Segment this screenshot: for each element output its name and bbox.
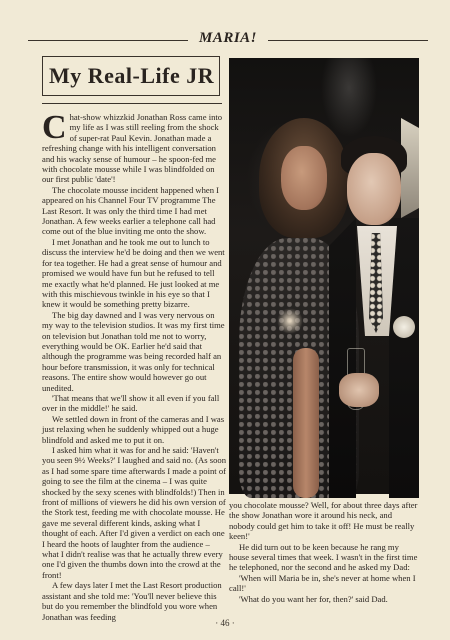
article-left-column	[42, 109, 226, 622]
photo-light-spot	[277, 308, 303, 334]
article-photo	[229, 58, 419, 494]
article-paragraph: We settled down in front of the cameras and I was just relaxing when he suddenly whipped out a huge blindfold and asked me to put it on.	[42, 413, 225, 445]
article-paragraph: you chocolate mousse? Well, for about three days after the show Jonathan wore it around his neck, and nobody could get him to take it off! He must be really keen!'	[229, 500, 418, 542]
article-paragraph: 'What do you want her for, then?' said Dad.	[239, 593, 388, 604]
article-title-box	[42, 56, 220, 96]
article-paragraph: I met Jonathan and he took me out to lunch to discuss the interview he'd be doing and then we went for tea together. He had a great sense of humour and promised we would have fun but he refused to tell me exactly what he'd planned. He just looked at me with this mischievous twinkle in his eye so that I knew it would be something pretty bizarre.	[42, 236, 225, 310]
article-right-column	[229, 500, 419, 620]
title-rule	[42, 103, 222, 104]
article-title: My Real-Life JR	[49, 63, 215, 88]
article-paragraph: A few days later I met the Last Resort production assistant and she told me: 'You'll never believe this but do you remember the blindfold you wore when Jonathan was feeding	[42, 580, 222, 622]
article-paragraph: 'That means that we'll show it all even if you fall over in the middle!' he said.	[42, 392, 220, 414]
photo-man-face	[347, 153, 401, 225]
photo-woman-arm	[293, 348, 319, 498]
photo-woman-face	[281, 146, 327, 210]
photo-hand	[339, 373, 379, 407]
article-paragraph: He did turn out to be keen because he rang my house several times that week. I wasn't in the first time he telephoned, nor the second and he asked my Dad:	[229, 541, 418, 573]
article-paragraph: I asked him what it was for and he said: 'Haven't you seen 9½ Weeks?' I laughed and said no. (As soon as I had some spare time afterwards I made a point of going to see the film at the cinema – I was quite shocked by the sexy scenes with blindfolds!) Then in front of millions of viewers he did his own version of the Stork test, feeding me with chocolate mousse. He gave me several different kinds, asking what I thought of each. After I'd given a verdict on each one I heard the hoots of laughter from the audience – what I didn't realise was that he actually threw every one I'd given the thumbs down into the crowd at the front!	[42, 445, 226, 580]
header-rule-right	[268, 40, 428, 41]
article-paragraph: The chocolate mousse incident happened when I appeared on his Channel Four TV programme The Last Resort. It was only the third time I had met Jonathan. A few weeks earlier a telephone call had come out of the blue inviting me onto the show.	[42, 184, 220, 237]
magazine-logo: MARIA!	[198, 30, 258, 46]
page-number: · 46 ·	[215, 618, 235, 628]
article-paragraph: 'When will Maria be in, she's never at home when I call!'	[229, 572, 416, 594]
article-paragraph: The big day dawned and I was very nervous on my way to the television studios. It was my first time on television but Jonathan told me not to worry, everything would be OK. Earlier he'd said that although the programme was being recorded half an hour before transmission, it was only for technical reasons. The entire show would however go out unedited.	[42, 309, 225, 393]
photo-lapel-badge	[393, 316, 415, 338]
article-paragraph: Chat-show whizzkid Jonathan Ross came into my life as I was still reeling from the shock of super-rat Paul Kevin. Jonathan made a refreshing change with his intelligent conversation and his wacky sense of humour – he spoon-fed me with chocolate mousse while I was blindfolded on our first public 'date'!	[42, 109, 223, 185]
drop-cap: C	[42, 109, 67, 146]
header-rule-left	[28, 40, 188, 41]
